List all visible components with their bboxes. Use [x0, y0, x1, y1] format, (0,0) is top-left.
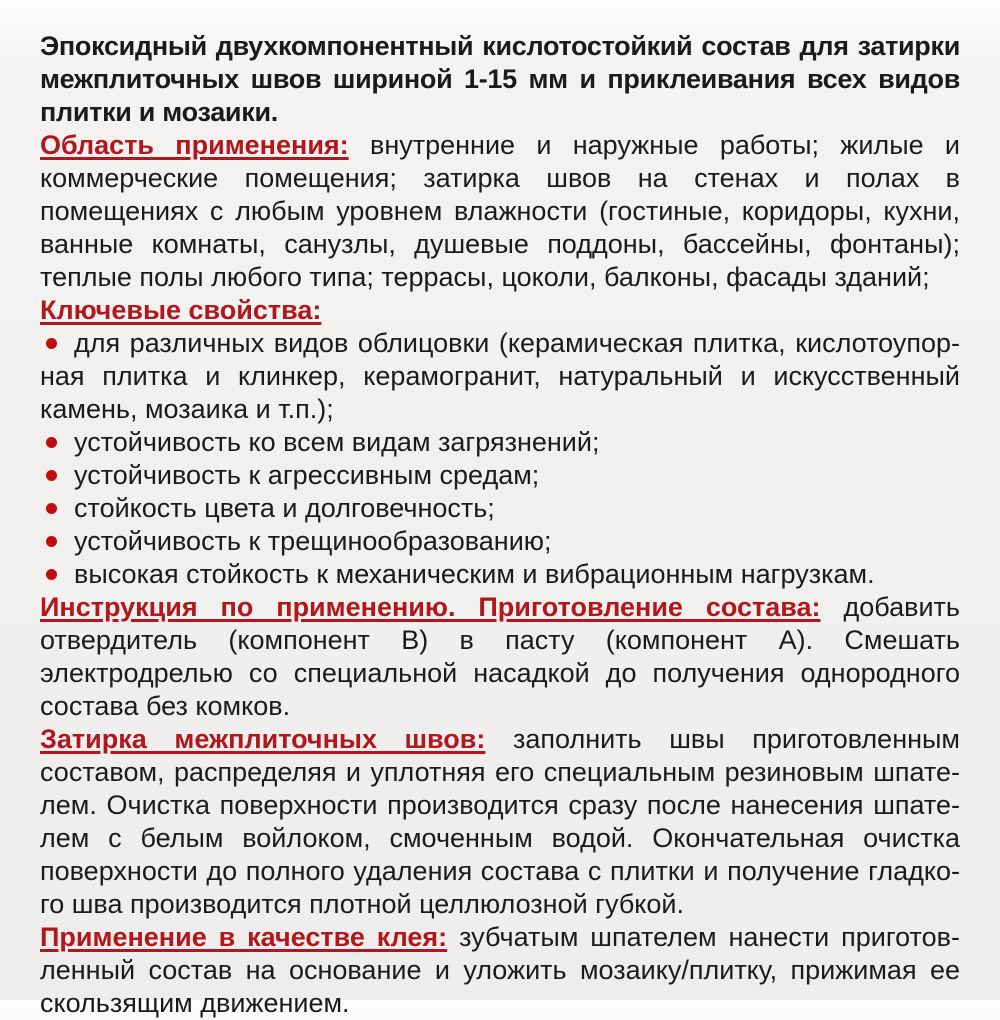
key-properties-heading: Ключевые свойства: [40, 295, 322, 325]
list-item-text: для различных видов облицовки (керамическая плитка, кислотоупорная плитка и клинкер, керамогранит, натуральный и искусственный камень, мозаика и т.п.); [40, 328, 960, 424]
bullet-icon [46, 569, 57, 580]
list-item-text: устойчивость к агрессивным средам; [74, 460, 540, 490]
section-text-application: внутренние и наружные работы; жилые и коммерческие помещения; затирка швов на стенах и полах в помещениях с любым уровнем влажности (гостиные, коридоры, кухни, ванные комнаты, санузлы, душевые поддоны, бассейны, фонтаны); теплые полы любого типа; террасы, цоколи, балконы, фасады зданий; [40, 130, 960, 292]
section-application [40, 129, 960, 294]
bullet-icon [46, 338, 57, 349]
section-heading-key-properties [40, 294, 960, 327]
section-heading-instructions: Инструкция по применению. Приготовление состава: [40, 592, 821, 622]
list-item [40, 525, 960, 558]
section-heading-grouting: Затирка межплиточных швов: [40, 724, 486, 754]
key-properties-list [40, 327, 960, 591]
section-heading-application: Область применения: [40, 130, 349, 160]
list-item-text: устойчивость к трещинообразованию; [74, 526, 552, 556]
bullet-icon [46, 437, 57, 448]
section-text-instructions: добавить отвердитель (компонент B) в пасту (компонент A). Смешать электродрелью со специальной насадкой до получения однородного состава без комков. [40, 592, 960, 721]
bullet-icon [46, 536, 57, 547]
list-item [40, 327, 960, 426]
list-item [40, 426, 960, 459]
bullet-icon [46, 503, 57, 514]
list-item-text: стойкость цвета и долговечность; [74, 493, 495, 523]
section-instructions [40, 591, 960, 723]
list-item-text: устойчивость ко всем видам загрязнений; [74, 427, 600, 457]
list-item [40, 558, 960, 591]
section-heading-adhesive-use: Применение в качестве клея: [40, 922, 448, 952]
intro-paragraph: Эпоксидный двухкомпонентный кислотостойкий состав для затирки межплиточных швов шириной 1-15 мм и приклеивания всех видов плитки и мозаики. [40, 31, 960, 127]
section-text-grouting: заполнить швы приготовленным составом, распределяя и уплотняя его специальным резиновым шпателем. Очистка поверхности производится сразу после нанесения шпателем с белым войлоком, смоченным водой. Окончательная очистка поверхности до полного удаления состава с плитки и получение гладкого шва производится плотной целлюлозной губкой. [40, 724, 960, 919]
section-grouting [40, 723, 960, 921]
list-item [40, 459, 960, 492]
list-item-text: высокая стойкость к механическим и вибрационным нагрузкам. [74, 559, 875, 589]
list-item [40, 492, 960, 525]
bullet-icon [46, 470, 57, 481]
section-adhesive-use [40, 921, 960, 1020]
section-text-adhesive-use: зубчатым шпателем нанести приготовленный состав на основание и уложить мозаику/плитку, прижимая ее скользящим движением. [40, 922, 960, 1018]
